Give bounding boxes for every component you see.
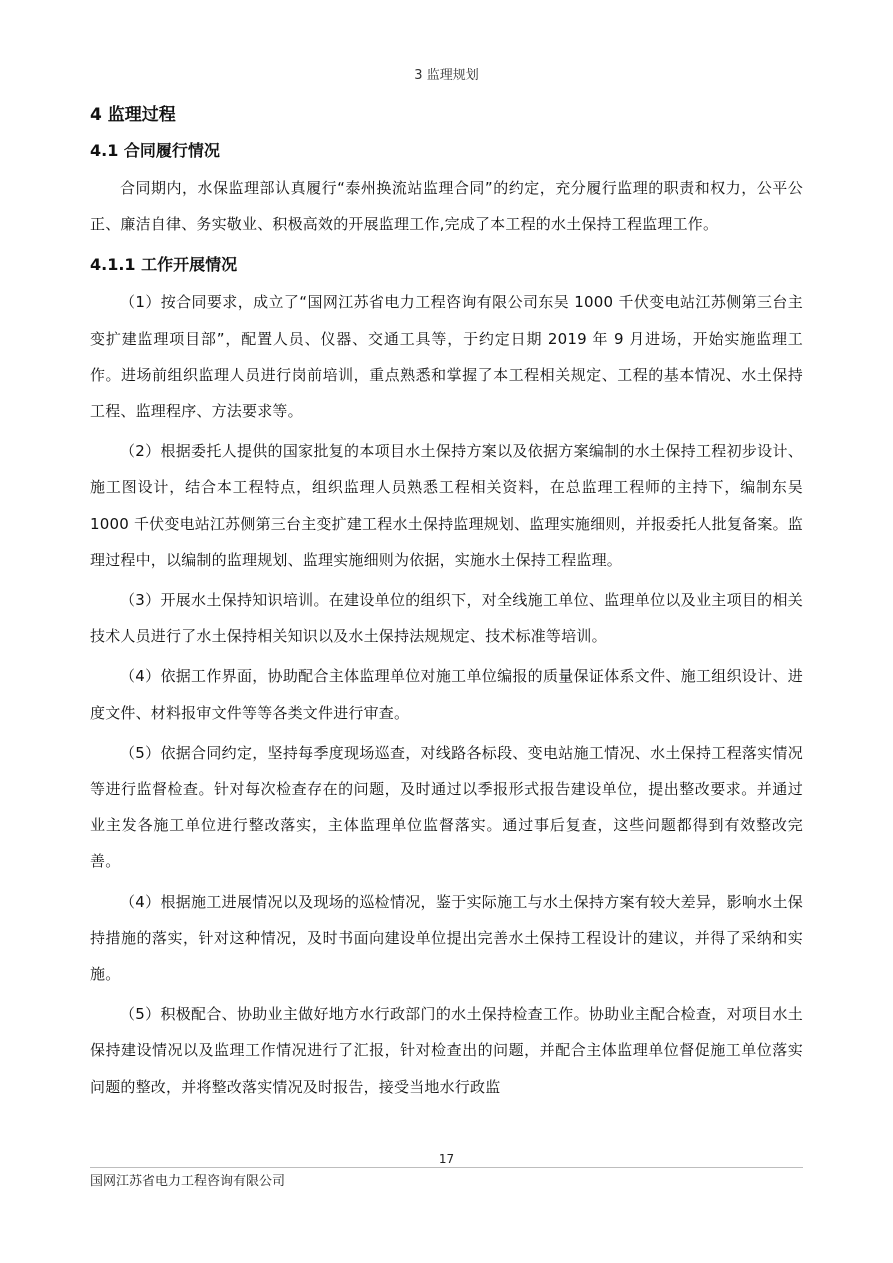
page-content — [90, 100, 803, 1109]
paragraph-item-5: （5）依据合同约定，坚持每季度现场巡查，对线路各标段、变电站施工情况、水土保持工程落实情况等进行监督检查。针对每次检查存在的问题，及时通过以季报形式报告建设单位，提出整改要求。并通过业主发各施工单位进行整改落实，主体监理单位监督落实。通过事后复查，这些问题都得到有效整改完善。 — [90, 743, 803, 871]
footer-divider — [90, 1167, 803, 1168]
paragraph-contract-intro: 合同期内，水保监理部认真履行“泰州换流站监理合同”的约定，充分履行监理的职责和权力，公平公正、廉洁自律、务实敬业、积极高效的开展监理工作,完成了本工程的水土保持工程监理工作。 — [90, 179, 803, 234]
subsection-heading: 4.1 合同履行情况 — [90, 141, 220, 160]
paragraph-item-5b: （5）积极配合、协助业主做好地方水行政部门的水土保持检查工作。协助业主配合检查，对项目水土保持建设情况以及监理工作情况进行了汇报，针对检查出的问题，并配合主体监理单位督促施工单位落实问题的整改，并将整改落实情况及时报告，接受当地水行政监 — [90, 1005, 803, 1096]
paragraph-item-4b: （4）根据施工进展情况以及现场的巡检情况，鉴于实际施工与水土保持方案有较大差异，影响水土保持措施的落实，针对这种情况，及时书面向建设单位提出完善水土保持工程设计的建议，并得了采纳和实施。 — [90, 892, 803, 984]
paragraph-item-1: （1）按合同要求，成立了“国网江苏省电力工程咨询有限公司东吴 1000 千伏变电站江苏侧第三台主变扩建监理项目部”，配置人员、仪器、交通工具等，于约定日期 2019 年 9 月进场，开始实施监理工作。进场前组织监理人员进行岗前培训，重点熟悉和掌握了本工程相关规定、工程的基本情况、水土保持工程、监理程序、方法要求等。 — [90, 293, 803, 421]
paragraph-item-4: （4）依据工作界面，协助配合主体监理单位对施工单位编报的质量保证体系文件、施工组织设计、进度文件、材料报审文件等等各类文件进行审查。 — [90, 667, 803, 722]
footer-organization: 国网江苏省电力工程咨询有限公司 — [90, 1174, 286, 1189]
running-header: 3 监理规划 — [414, 68, 479, 83]
page-number: 17 — [438, 1152, 455, 1166]
paragraph-item-2: （2）根据委托人提供的国家批复的本项目水土保持方案以及依据方案编制的水土保持工程初步设计、施工图设计，结合本工程特点，组织监理人员熟悉工程相关资料，在总监理工程师的主持下，编制东吴 1000 千伏变电站江苏侧第三台主变扩建工程水土保持监理规划、监理实施细则，并报委托人批复备案。监理过程中，以编制的监理规划、监理实施细则为依据，实施水土保持工程监理。 — [90, 442, 803, 569]
subsubsection-heading: 4.1.1 工作开展情况 — [90, 255, 238, 275]
paragraph-item-3: （3）开展水土保持知识培训。在建设单位的组织下，对全线施工单位、监理单位以及业主项目的相关技术人员进行了水土保持相关知识以及水土保持法规规定、技术标准等培训。 — [90, 591, 803, 646]
section-heading: 4 监理过程 — [90, 105, 176, 125]
